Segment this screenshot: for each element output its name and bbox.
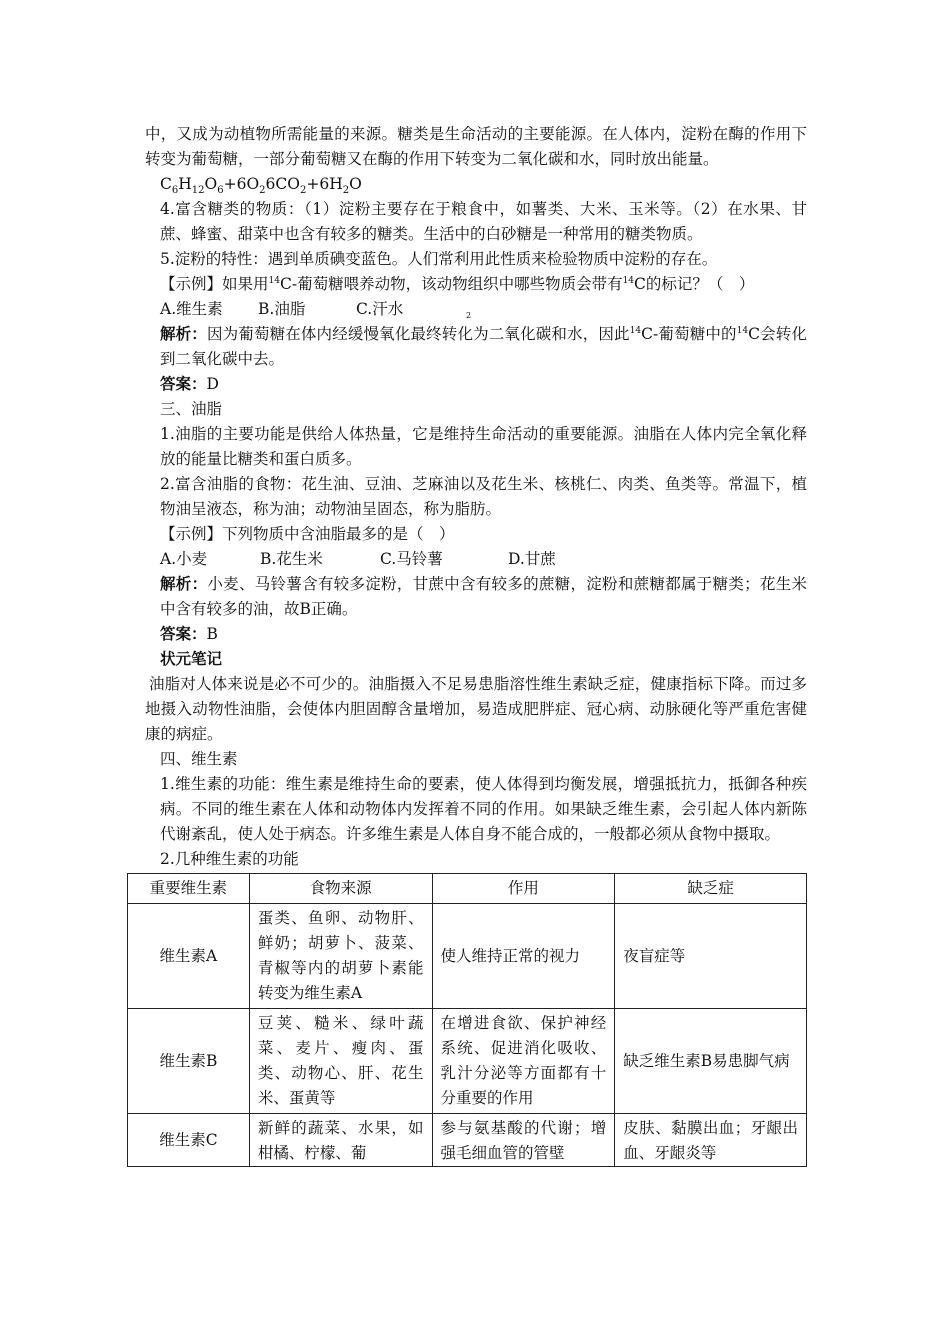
deficiency: 皮肤、黏膜出血；牙龈出血、牙龈炎等 [615,1114,807,1167]
section3-heading: 三、油脂 [160,400,223,418]
note-title: 状元笔记 [160,650,223,668]
function: 在增进食欲、保护神经系统、促进消化吸收、乳汁分泌等方面都有十分重要的作用 [432,1009,615,1114]
table-row [128,904,807,1009]
example2-option-d: D.甘蔗 [508,550,556,568]
example1-option-b: B.油脂 [258,300,306,318]
vitamin-name: 维生素C [128,1114,250,1167]
example2-options [145,547,807,572]
header-deficiency: 缺乏症 [615,874,807,904]
example2-option-b: B.花生米 [260,550,323,568]
deficiency: 缺乏维生素B易患脚气病 [615,1009,807,1114]
example2-question: 【示例】下列物质中含油脂最多的是（ ） [160,525,455,543]
function: 参与氨基酸的代谢；增强毛细血管的管壁 [432,1114,615,1167]
example2-analysis: 解析：小麦、马铃薯含有较多淀粉，甘蔗中含有较多的蔗糖，淀粉和蔗糖都属于糖类；花生米中含有较多的油，故B正确。 [160,575,807,618]
food-source: 新鲜的蔬菜、水果，如柑橘、柠檬、葡 [249,1114,432,1167]
sugar-foods-paragraph: 4.富含糖类的物质：（1）淀粉主要存在于粮食中，如薯类、大米、玉米等。（2）在水果、甘蔗、蜂蜜、甜菜中也含有较多的糖类。生活中的白砂糖是一种常用的糖类物质。 [160,200,807,243]
table-row [128,1009,807,1114]
table-caption: 2.几种维生素的功能 [160,850,299,868]
food-source: 豆荚、糙米、绿叶蔬菜、麦片、瘦肉、蛋类、动物心、肝、花生米、蛋黄等 [249,1009,432,1114]
example1-options [145,297,807,322]
starch-property-paragraph: 5.淀粉的特性：遇到单质碘变蓝色。人们常利用此性质来检验物质中淀粉的存在。 [160,250,718,268]
table-header-row [128,874,807,904]
vitamin-table [127,873,807,1167]
glucose-oxidation-formula: $C_6H_{12}O_6+6O_26CO_2+6H_2O$ [160,175,362,197]
vitamin-name: 维生素B [128,1009,250,1114]
header-function: 作用 [432,874,615,904]
section3-paragraph-1: 1.油脂的主要功能是供给人体热量，它是维持生命活动的重要能源。油脂在人体内完全氧化释放的能量比糖类和蛋白质多。 [160,425,807,468]
example1-analysis: 解析：因为葡萄糖在体内经缓慢氧化最终转化为二氧化碳和水，因此$^{14}$C-葡萄糖中的$^{14}$C会转化到二氧化碳中去。 [160,325,807,368]
example1-stray-mark: 2 [466,311,472,320]
example1-question: 【示例】如果用$^{14}$C-葡萄糖喂养动物，该动物组织中哪些物质会带有$^{14}$C的标记？（ ） [160,275,755,293]
example1-option-c: C.汗水 [356,300,404,318]
document-page [145,122,807,1167]
section3-paragraph-2: 2.富含油脂的食物：花生油、豆油、芝麻油以及花生米、核桃仁、肉类、鱼类等。常温下，植物油呈液态，称为油；动物油呈固态，称为脂肪。 [160,475,807,518]
example1-answer: 答案：D [160,375,219,393]
function: 使人维持正常的视力 [432,904,615,1009]
note-text: 油脂对人体来说是必不可少的。油脂摄入不足易患脂溶性维生素缺乏症，健康指标下降。而过多地摄入动物性油脂，会使体内胆固醇含量增加，易造成肥胖症、冠心病、动脉硬化等严重危害健康的病症。 [145,675,807,743]
table-row [128,1114,807,1167]
section4-paragraph-1: 1.维生素的功能：维生素是维持生命的要素，使人体得到均衡发展，增强抵抗力，抵御各种疾病。不同的维生素在人体和动物体内发挥着不同的作用。如果缺乏维生素，会引起人体内新陈代谢紊乱，使人处于病态。许多维生素是人体自身不能合成的，一般都必须从食物中摄取。 [160,775,807,843]
carbohydrate-paragraph: 中，又成为动植物所需能量的来源。糖类是生命活动的主要能源。在人体内，淀粉在酶的作用下转变为葡萄糖，一部分葡萄糖又在酶的作用下转变为二氧化碳和水，同时放出能量。 [145,125,807,168]
example2-option-c: C.马铃薯 [380,550,443,568]
example1-option-a: A.维生素 [160,300,223,318]
example2-option-a: A.小麦 [160,550,208,568]
vitamin-name: 维生素A [128,904,250,1009]
deficiency: 夜盲症等 [615,904,807,1009]
header-vitamin: 重要维生素 [128,874,250,904]
example2-answer: 答案：B [160,625,218,643]
section4-heading: 四、维生素 [160,750,238,768]
food-source: 蛋类、鱼卵、动物肝、鲜奶；胡萝卜、菠菜、青椒等内的胡萝卜素能转变为维生素A [249,904,432,1009]
header-food-source: 食物来源 [249,874,432,904]
